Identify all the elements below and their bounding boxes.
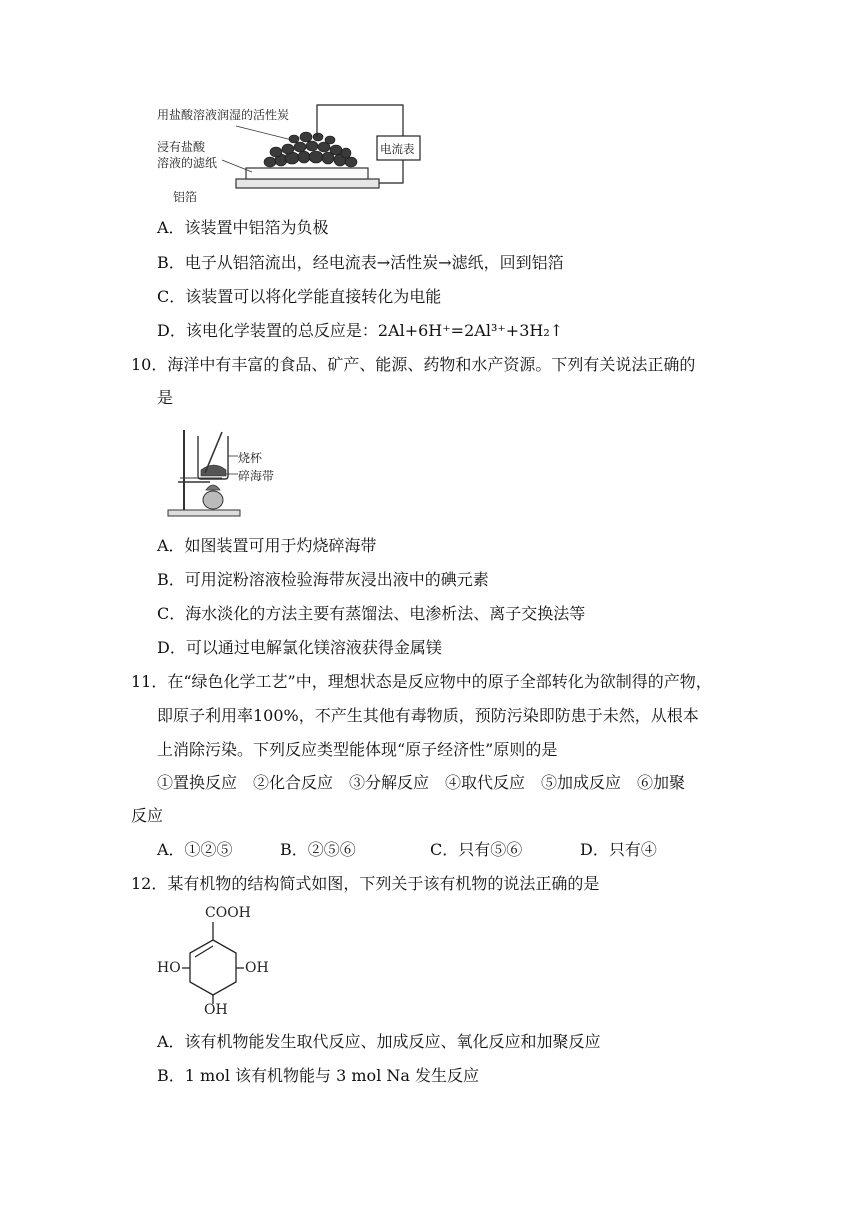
q11-reaction-list-2: 反应 [131, 806, 164, 825]
q12-option-b: B．1 mol 该有机物能与 3 mol Na 发生反应 [157, 1066, 480, 1085]
q10-option-d: D．可以通过电解氯化镁溶液获得金属镁 [157, 638, 442, 657]
label-seaweed: 碎海带 [238, 469, 275, 483]
q9-option-c: C．该装置可以将化学能直接转化为电能 [157, 287, 442, 306]
q11-stem-line-3: 上消除污染。下列反应类型能体现“原子经济性”原则的是 [157, 740, 558, 759]
q11-stem-line-2: 即原子利用率100%，不产生其他有毒物质，预防污染即防患于未然，从根本 [157, 706, 699, 725]
q11-option-d: D．只有④ [580, 840, 657, 859]
q12-option-a: A．该有机物能发生取代反应、加成反应、氧化反应和加聚反应 [157, 1032, 601, 1051]
q11-option-c: C．只有⑤⑥ [430, 840, 523, 859]
q11-option-b: B．②⑤⑥ [280, 840, 356, 859]
q9-option-d-equation: 2Al+6H⁺=2Al³⁺+3H₂↑ [377, 321, 564, 340]
label-oh-bottom: OH [204, 1002, 228, 1018]
q11-reaction-list-1: ①置换反应 ②化合反应 ③分解反应 ④取代反应 ⑤加成反应 ⑥加聚 [157, 773, 686, 792]
q9-option-b: B．电子从铝箔流出，经电流表→活性炭→滤纸，回到铝箔 [157, 253, 564, 272]
q9-option-d-prefix: D．该电化学装置的总反应是： [157, 321, 378, 340]
q10-option-b: B．可用淀粉溶液检验海带灰浸出液中的碘元素 [157, 570, 489, 589]
q12-stem: 12．某有机物的结构简式如图，下列关于该有机物的说法正确的是 [131, 874, 600, 893]
q11-option-a: A．①②⑤ [157, 840, 233, 859]
label-filter-paper-1: 浸有盐酸 [157, 140, 206, 154]
label-beaker: 烧杯 [238, 451, 263, 465]
q10-option-c: C．海水淡化的方法主要有蒸馏法、电渗析法、离子交换法等 [157, 604, 586, 623]
q9-option-a: A．该装置中铝箔为负极 [157, 218, 329, 237]
q11-stem-line-1: 11．在“绿色化学工艺”中，理想状态是反应物中的原子全部转化为欲制得的产物， [131, 672, 712, 691]
label-activated-carbon: 用盐酸溶液润湿的活性炭 [157, 108, 290, 122]
label-oh-right: OH [245, 960, 269, 976]
label-filter-paper-2: 溶液的滤纸 [157, 156, 218, 170]
label-ho-left: HO [157, 960, 181, 976]
label-aluminum-foil: 铝箔 [173, 190, 198, 204]
q10-stem-line-1: 10．海洋中有丰富的食品、矿产、能源、药物和水产资源。下列有关说法正确的 [131, 355, 696, 374]
q10-stem-line-2: 是 [157, 388, 174, 407]
q10-option-a: A．如图装置可用于灼烧碎海带 [157, 536, 377, 555]
label-ammeter: 电流表 [380, 142, 415, 156]
label-cooh: COOH [205, 905, 251, 921]
